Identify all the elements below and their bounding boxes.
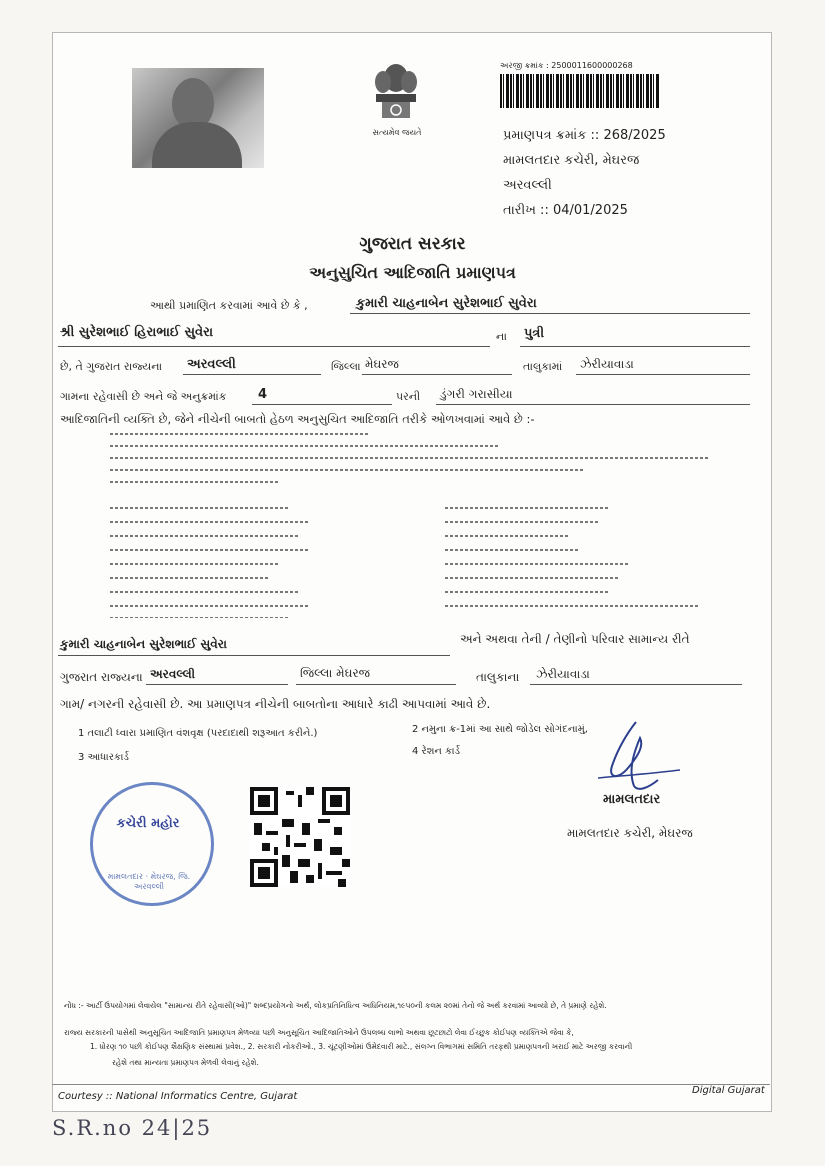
person-name-repeat: કુમારી ચાહનાબેન સુરેશભાઈ સુવેરા bbox=[60, 637, 227, 651]
district-value: મેઘરજ bbox=[365, 357, 399, 371]
father-name: શ્રી સુરેશભાઈ હિરાભાઈ સુવેરા bbox=[60, 325, 214, 340]
relation: પુત્રી bbox=[524, 326, 545, 341]
district-label: જિલ્લા bbox=[331, 360, 361, 373]
signature-icon bbox=[588, 718, 688, 798]
verification-qr-code bbox=[250, 787, 350, 887]
village-prefix: ગામના રહેવાસી છે અને જે અનુક્રમાંક bbox=[60, 390, 227, 403]
caste-label: પરની bbox=[396, 390, 421, 403]
serial-number: 4 bbox=[258, 387, 268, 402]
government-title: ગુજરાત સરકાર bbox=[359, 234, 466, 254]
person-name: કુમારી ચાહનાબેન સુરેશભાઈ સુવેરા bbox=[356, 296, 537, 311]
residence-text: ગામ/ નગરની રહેવાસી છે. આ પ્રમાણપત્ર નીચેની બાબતોના આધારે કાઢી આપવામાં આવે છે. bbox=[60, 697, 491, 711]
state-line-prefix: ગુજરાત રાજ્યના bbox=[60, 670, 143, 684]
document-item-1: 1 તલાટી ધ્વારા પ્રમાણિત વંશવૃક્ષ (પરદાદાથી શરૂઆત કરીને.) bbox=[78, 728, 318, 739]
header-district: અરવલ્લી bbox=[503, 178, 552, 193]
emblem-motto: સત્યમેવ જયતે bbox=[372, 128, 422, 137]
issuing-office: મામલતદાર કચેરી, મેઘરજ bbox=[503, 153, 640, 168]
state-line-jilla: જિલ્લા મેઘરજ bbox=[300, 666, 370, 680]
note-benefits-list: 1. ધોરણ ૧૦ પછી કોઈપણ શૈક્ષણિક સંસ્થામાં પ્રવેશ., 2. સરકારી નોકરીઓ., 3. ચૂંટણીઓમાં ઉમેદવારી માટે., સંલગ્ન વિભાગમાં સમિતિ તરફથી પ્રમાણપત્રની ખરાઈ માટે અરજી કરવાની bbox=[90, 1042, 633, 1051]
document-item-2: 2 નમુના ક્ર-1માં આ સાથે જોડેલ સોગંદનામું, bbox=[412, 724, 588, 735]
state-line-taluka: ઝેરીયાવાડા bbox=[536, 667, 590, 681]
issue-date: તારીખ :: 04/01/2025 bbox=[503, 203, 628, 218]
seal-text: કચેરી મહોર bbox=[116, 816, 180, 831]
handwritten-serial: S.R.no 24|25 bbox=[52, 1116, 213, 1140]
seal-ring-text: મામલતદાર · મેઘરજ, જિ. અરવલ્લી bbox=[107, 872, 191, 891]
note-benefits: રાજ્ય સરકારની પાસેથી અનુસૂચિત આદિજાતિ પ્રમાણપત્ર મેળવ્યા પછી અનુસૂચિત આદિજાતિઓને ઉપલબ્ધ લાભો અથવા છૂટછાટો લેવા ઈચ્છુક કોઈપણ વ્યક્તિએ જેવા કે, bbox=[64, 1028, 574, 1037]
note-definition: નોંધ :- આર્ટી ઉપયોગમાં લેવાયેલ "સામાન્ય રીતે રહેવાસી(ઓ)" શબ્દપ્રયોગનો અર્થ, લોકપ્રતિનિધિત્વ અધિનિયમ,૧૯૫૦ની કલમ ૨૦માં તેનો જે અર્થ કરવામાં આવ્યો છે, તે પ્રમાણે રહેશે. bbox=[64, 1001, 607, 1010]
note-benefits-end: રહેશે તથા માન્યતા પ્રમાણપત્ર મેળવી લેવાનું રહેશે. bbox=[112, 1058, 259, 1067]
certificate-title: અનુસુચિત આદિજાતિ પ્રમાણપત્ર bbox=[309, 263, 516, 282]
caste-value: ડુંગરી ગરાસીયા bbox=[440, 387, 513, 401]
document-item-3: 3 આધારકાર્ડ bbox=[78, 752, 129, 763]
certificate-number: પ્રમાણપત્ર ક્રમાંક :: 268/2025 bbox=[503, 128, 666, 143]
state-line-taluka-label: તાલુકાના bbox=[476, 670, 520, 684]
document-item-4: 4 રેશન કાર્ડ bbox=[412, 746, 461, 757]
signatory-title: મામલતદાર bbox=[603, 792, 661, 807]
na-label: ના bbox=[496, 330, 507, 343]
taluka-label: તાલુકામાં bbox=[523, 360, 563, 373]
residence-prefix: છે, તે ગુજરાત રાજ્યના bbox=[60, 360, 163, 373]
state-line-district: અરવલ્લી bbox=[150, 667, 196, 681]
application-number: અરજી ક્રમાંક : 2500011600000268 bbox=[500, 61, 633, 70]
footer-brand: Digital Gujarat bbox=[692, 1085, 765, 1096]
applicant-photo bbox=[132, 68, 264, 168]
national-emblem-icon bbox=[366, 58, 426, 128]
taluka-value: ઝેરીયાવાડા bbox=[580, 357, 634, 371]
legal-reference-list bbox=[110, 428, 730, 618]
barcode bbox=[500, 74, 660, 108]
footer-courtesy: Courtesy :: National Informatics Centre, Gujarat bbox=[58, 1091, 298, 1102]
signatory-office: મામલતદાર કચેરી, મેઘરજ bbox=[567, 826, 693, 840]
certify-prefix: આથી પ્રમાણિત કરવામાં આવે છે કે , bbox=[150, 299, 308, 312]
family-text: અને અથવા તેની / તેણીનો પરિવાર સામાન્ય રીતે bbox=[460, 632, 690, 646]
tribe-intro: આદિજાતિની વ્યક્તિ છે, જેને નીચેની બાબતો હેઠળ અનુસુચિત આદિજાતિ તરીકે ઓળખવામાં આવે છે :- bbox=[60, 412, 535, 426]
state-district: અરવલ્લી bbox=[187, 357, 236, 372]
